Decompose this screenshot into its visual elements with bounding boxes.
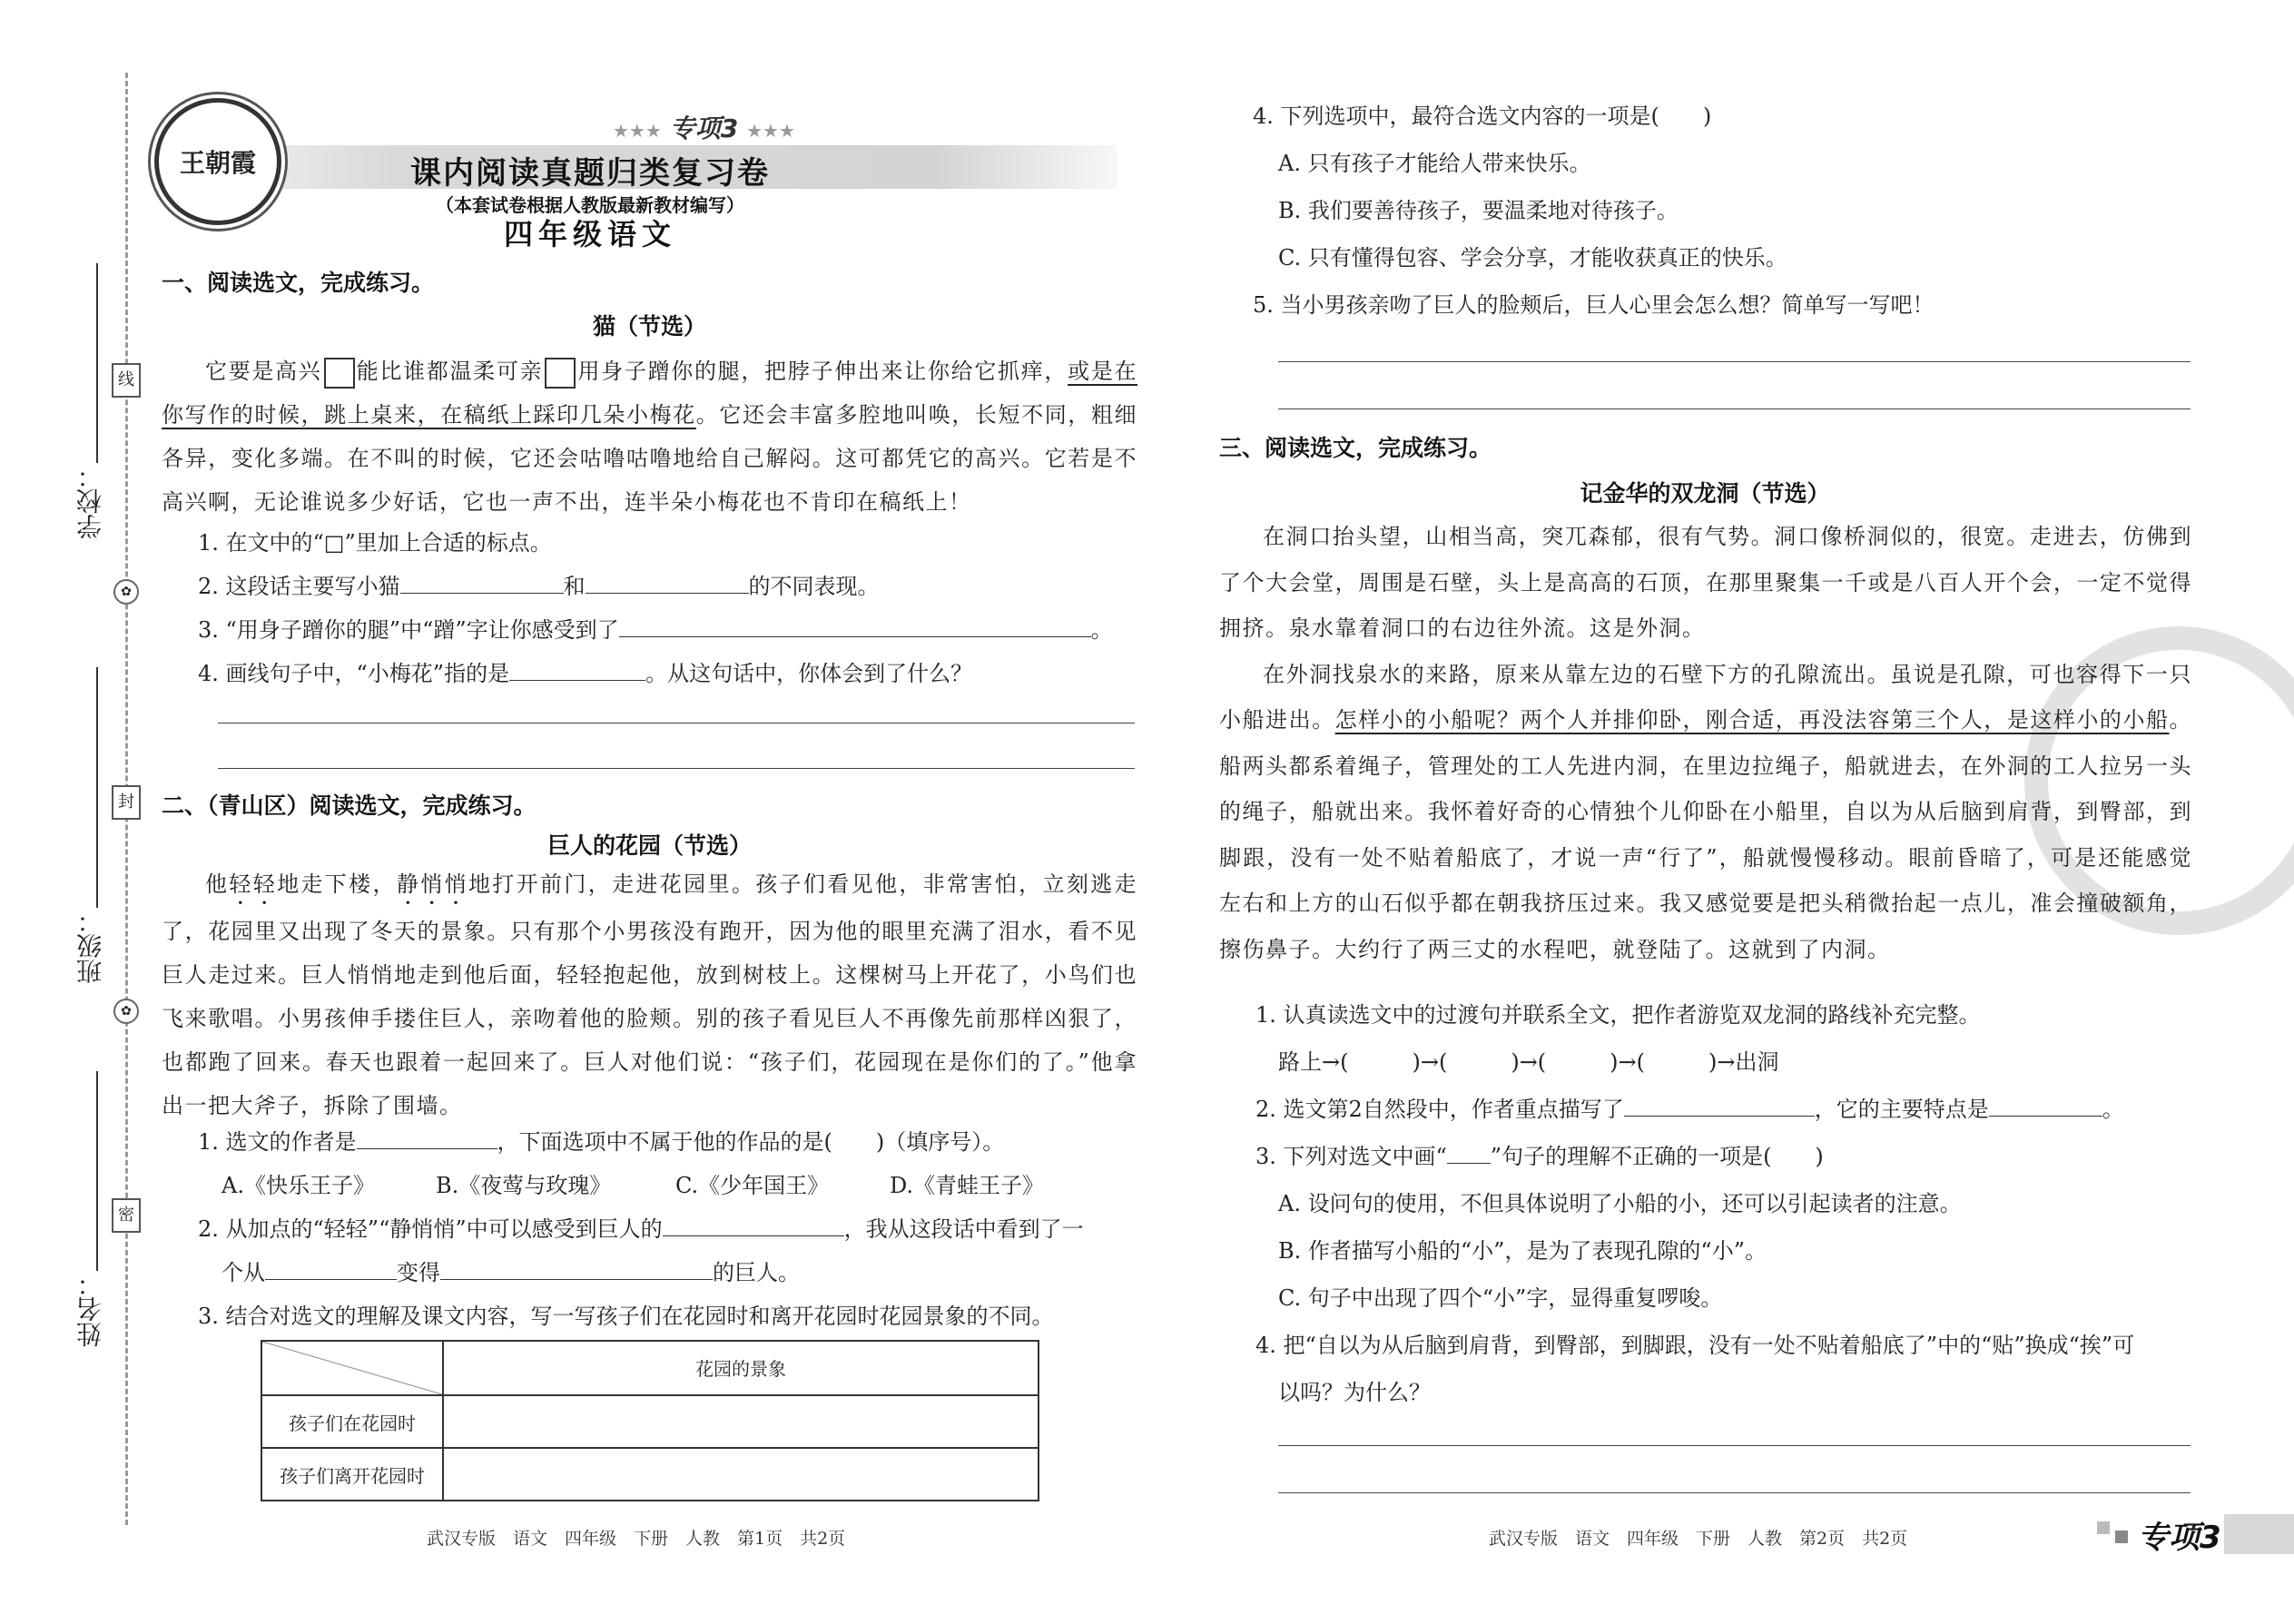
answer-line[interactable]	[1278, 1492, 2191, 1493]
knot-icon: ✿	[113, 579, 139, 605]
star-icon: ★★★	[746, 120, 795, 142]
page-subtitle: （本套试卷根据人教版最新教材编写）	[436, 194, 744, 216]
special-label: 专项3	[669, 113, 739, 143]
footer-right: 武汉专版 语文 四年级 下册 人教 第2页 共2页	[1489, 1529, 1908, 1549]
star-icon: ★★★	[613, 120, 662, 142]
grade-title: 四年级语文	[503, 217, 676, 251]
cave-paragraph-1: 在洞口抬头望，山相当高，突兀森郁，很有气势。洞口像桥洞似的，很宽。走进去，仿佛到了个大会堂，周围是石壁，头上是高高的石顶，在那里聚集一千或是八百人开个会，一定不觉得拥挤。泉水靠着洞口的右边往外流。这是外洞。	[1219, 524, 2192, 641]
underlined-sentence: 怎样小的小船呢？两个人并排仰卧，刚合适，再没法容第三个人，是这样小的小船	[1334, 707, 2170, 733]
question-1-3: 3. “用身子蹭你的腿”中“蹭”字让你感受到了 。	[198, 617, 1113, 643]
seal-word-mi: 密	[112, 1198, 141, 1233]
option-c[interactable]: C. 句子中出现了四个“小”字，显得重复啰唆。	[1278, 1285, 1723, 1311]
answer-blank[interactable]	[1624, 1116, 1815, 1117]
option-a[interactable]: A. 设问句的使用，不但具体说明了小船的小，还可以引起读者的注意。	[1278, 1191, 1962, 1216]
garden-table	[261, 1340, 1039, 1501]
footer-left: 武汉专版 语文 四年级 下册 人教 第1页 共2页	[427, 1529, 846, 1549]
passage-title-cat: 猫（节选）	[592, 313, 706, 340]
sticker-label: 专项3	[2138, 1520, 2221, 1556]
option-a[interactable]: A. 只有孩子才能给人带来快乐。	[1278, 151, 1591, 176]
table-row-label: 孩子们离开花园时	[261, 1448, 443, 1501]
question-3-4-cont: 以吗？为什么？	[1278, 1380, 1431, 1405]
option-a[interactable]: A.《快乐王子》	[222, 1173, 375, 1198]
question-3-3: 3. 下列对选文中画“ ”句子的理解不正确的一项是( )	[1255, 1144, 1824, 1169]
passage-cave: 在洞口抬头望，山相当高，突兀森郁，很有气势。洞口像桥洞似的，很宽。走进去，仿佛到了个大会堂，周围是石壁，头上是高高的石顶，在那里聚集一千或是八百人开个会，一定不觉得拥挤。泉水靠着洞口的右边往外流。这是外洞。 在外洞找泉水的来路，原来从靠左边的石壁下方的孔隙流出。虽说是孔隙，可也容得下一只小船进出。怎样小的小船呢？两个人并排仰卧，刚合适，再没法容第三个人，是这样小的小船。船两头都系着绳子，管理处的工人先进内洞，在里边拉绳子，船就进去，在外洞的工人拉另一头的绳子，船就出来。我怀着好奇的心情独个儿仰卧在小船里，自以为从后脑到肩背，到臀部，到脚跟，没有一处不贴着船底了，才说一声“行了”，船就慢慢移动。眼前昏暗了，可是还能感觉左右和上方的山石似乎都在朝我挤压过来。我又感觉要是把头稍微抬起一点儿，准会撞破额角，擦伤鼻子。大约行了两三丈的水程吧，就登陆了。这就到了内洞。	[1219, 514, 2192, 972]
school-fill-line	[96, 263, 98, 463]
table-corner-cell	[261, 1341, 443, 1395]
dotted-word: 静悄悄	[396, 871, 468, 897]
answer-line[interactable]	[1278, 1445, 2191, 1446]
question-2-5: 5. 当小男孩亲吻了巨人的脸颊后，巨人心里会怎么想？简单写一写吧！	[1253, 292, 1935, 318]
question-2-2: 2. 从加点的“轻轻”“静悄悄”中可以感受到巨人的 ，我从这段话中看到了一	[198, 1216, 1084, 1242]
answer-blank[interactable]	[400, 593, 564, 594]
passage-title-cave: 记金华的双龙洞（节选）	[1580, 480, 1830, 507]
seal-word-xian: 线	[112, 363, 141, 398]
header-label-row	[613, 109, 795, 145]
answer-blank[interactable]	[357, 1148, 497, 1149]
answer-blank[interactable]	[663, 1235, 844, 1236]
dotted-word: 轻轻	[229, 871, 278, 897]
option-b[interactable]: B. 作者描写小船的“小”，是为了表现孔隙的“小”。	[1278, 1238, 1767, 1264]
answer-blank[interactable]	[509, 680, 645, 681]
option-b[interactable]: B.《夜莺与玫瑰》	[436, 1173, 612, 1198]
seal-word-feng: 封	[112, 785, 141, 820]
passage-giant: 他轻轻地走下楼，静悄悄地打开前门，走进花园里。孩子们看见他，非常害怕，立刻逃走了，花园里又出现了冬天的景象。只有那个小男孩没有跑开，因为他的眼里充满了泪水，看不见巨人走过来。巨人悄悄地走到他后面，轻轻抱起他，放到树枝上。这棵树马上开花了，小鸟们也飞来歌唱。小男孩伸手搂住巨人，亲吻着他的脸颊。别的孩子看见巨人不再像先前那样凶狠了，也都跑了回来。春天也跟着一起回来了。巨人对他们说：“孩子们，花园现在是你们的了。”他拿出一把大斧子，拆除了围墙。	[162, 871, 1138, 1118]
question-1-4: 4. 画线句子中，“小梅花”指的是 。从这句话中，你体会到了什么？	[198, 661, 973, 686]
answer-blank[interactable]	[440, 1279, 713, 1280]
answer-blank[interactable]	[586, 593, 749, 594]
question-1-1: 1. 在文中的“□”里加上合适的标点。	[198, 530, 552, 556]
option-d[interactable]: D.《青蛙王子》	[890, 1173, 1045, 1198]
question-2-4: 4. 下列选项中，最符合选文内容的一项是( )	[1253, 103, 1712, 129]
answer-blank[interactable]	[265, 1279, 397, 1280]
brand-name: 王朝霞	[179, 148, 256, 178]
question-2-3: 3. 结合对选文的理解及课文内容，写一写孩子们在花园时和离开花园时花园景象的不同。	[198, 1304, 1054, 1329]
punctuation-box[interactable]	[545, 358, 576, 389]
answer-blank[interactable]	[1989, 1116, 2102, 1117]
answer-line[interactable]	[1278, 408, 2191, 409]
answer-blank[interactable]	[619, 636, 1091, 637]
punctuation-box[interactable]	[324, 358, 355, 389]
option-c[interactable]: C.《少年国王》	[675, 1173, 830, 1198]
section-heading-2: 二、（青山区）阅读选文，完成练习。	[162, 792, 537, 819]
knot-icon: ✿	[113, 999, 139, 1024]
question-2-2-cont: 个从 变得 的巨人。	[222, 1260, 800, 1285]
route-chain: 路上→( )→( )→( )→( )→出洞	[1278, 1049, 1779, 1075]
class-label: 班级：	[75, 908, 105, 984]
answer-line[interactable]	[1278, 361, 2191, 362]
sticker-tab	[2224, 1514, 2294, 1554]
deco-square	[2097, 1521, 2110, 1534]
name-label: 姓名：	[75, 1271, 105, 1347]
section-heading-1: 一、阅读选文，完成练习。	[162, 270, 435, 296]
underline-sample	[1447, 1163, 1491, 1164]
table-row-label: 孩子们在花园时	[261, 1395, 443, 1448]
question-3-4: 4. 把“自以为从后脑到肩背，到臀部，到脚跟，没有一处不贴着船底了”中的“贴”换成“挨”可	[1255, 1333, 2135, 1358]
question-3-2: 2. 选文第2自然段中，作者重点描写了 ，它的主要特点是 。	[1255, 1097, 2124, 1122]
school-label: 学校：	[75, 463, 105, 539]
name-fill-line	[96, 1071, 98, 1271]
answer-line[interactable]	[218, 768, 1135, 769]
table-header: 花园的景象	[443, 1341, 1039, 1395]
question-2-1: 1. 选文的作者是 ，下面选项中不属于他的作品的是( )（填序号）。	[198, 1129, 1005, 1155]
section-heading-3: 三、阅读选文，完成练习。	[1219, 435, 1492, 461]
question-1-2: 2. 这段话主要写小猫 和 的不同表现。	[198, 574, 880, 599]
option-b[interactable]: B. 我们要善待孩子，要温柔地对待孩子。	[1278, 198, 1679, 223]
page-title: 课内阅读真题归类复习卷	[410, 155, 770, 192]
deco-square	[2115, 1530, 2128, 1543]
class-fill-line	[96, 667, 98, 908]
table-answer-cell[interactable]	[443, 1395, 1039, 1448]
table-answer-cell[interactable]	[443, 1448, 1039, 1501]
option-c[interactable]: C. 只有懂得包容、学会分享，才能收获真正的快乐。	[1278, 245, 1787, 271]
passage-title-giant: 巨人的花园（节选）	[546, 832, 752, 859]
passage-cat: 它要是高兴 能比谁都温柔可亲 用身子蹭你的腿，把脖子伸出来让你给它抓痒，或是在你写作的时候，跳上桌来，在稿纸上踩印几朵小梅花。它还会丰富多腔地叫唤，长短不同，粗细各异，变化多端。在不叫的时候，它还会咕噜咕噜地给自己解闷。这可都凭它的高兴。它若是不高兴啊，无论谁说多少好话，它也一声不出，连半朵小梅花也不肯印在稿纸上！	[162, 359, 1138, 515]
question-3-1: 1. 认真读选文中的过渡句并联系全文，把作者游览双龙洞的路线补充完整。	[1255, 1002, 1981, 1028]
underlined-sentence: 或是在你写作的时候，跳上桌来，在稿纸上踩印几朵小梅花	[162, 359, 1138, 428]
